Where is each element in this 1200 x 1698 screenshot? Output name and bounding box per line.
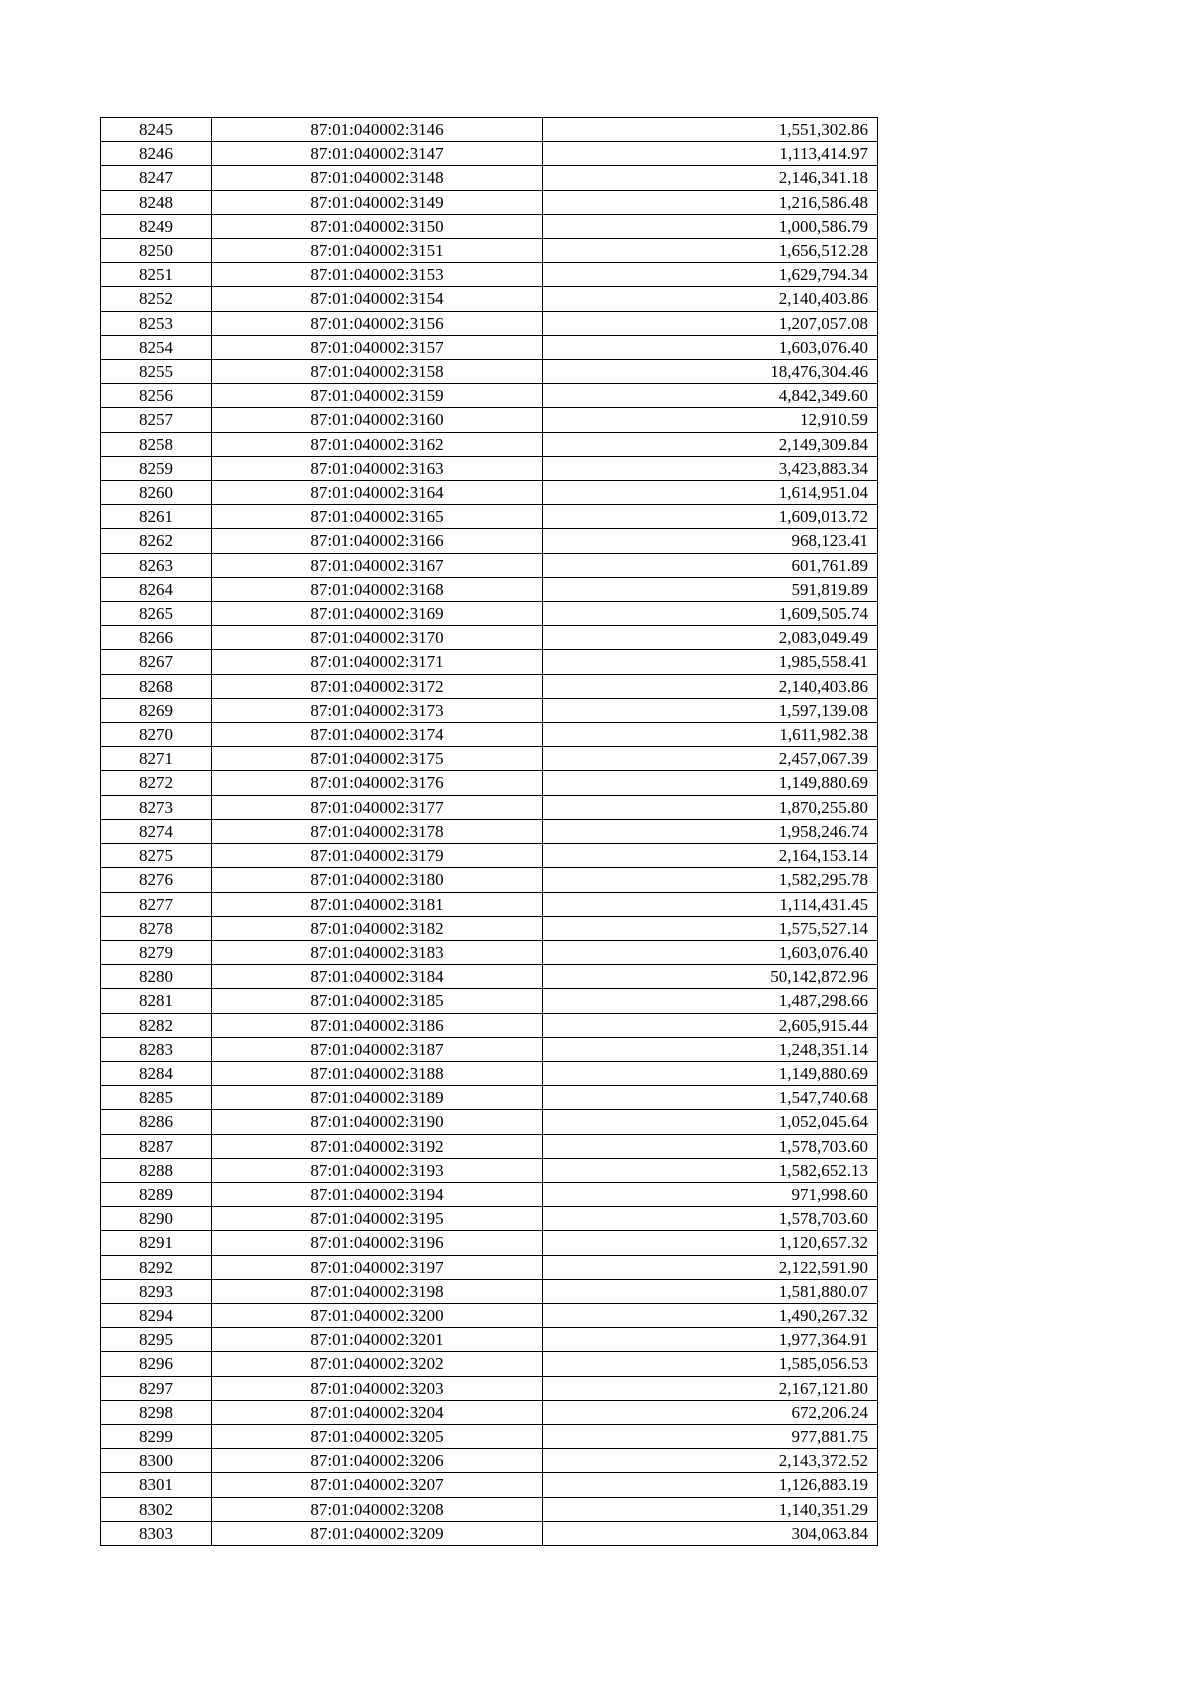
cadastral-number-cell: 87:01:040002:3154: [212, 287, 543, 311]
cadastral-value-cell: 1,609,013.72: [543, 505, 878, 529]
cadastral-number-cell: 87:01:040002:3160: [212, 408, 543, 432]
table-row: [101, 1134, 878, 1158]
table-row: [101, 1521, 878, 1545]
row-number-cell: 8302: [101, 1497, 212, 1521]
table-row: [101, 287, 878, 311]
row-number-cell: 8292: [101, 1255, 212, 1279]
row-number-cell: 8269: [101, 698, 212, 722]
row-number-cell: 8278: [101, 916, 212, 940]
table-row: [101, 1182, 878, 1206]
cadastral-number-cell: 87:01:040002:3165: [212, 505, 543, 529]
table-row: [101, 1473, 878, 1497]
cadastral-value-cell: 2,167,121.80: [543, 1376, 878, 1400]
cadastral-number-cell: 87:01:040002:3201: [212, 1328, 543, 1352]
cadastral-number-cell: 87:01:040002:3153: [212, 263, 543, 287]
cadastral-value-cell: 1,114,431.45: [543, 892, 878, 916]
cadastral-value-cell: 1,207,057.08: [543, 311, 878, 335]
table-row: [101, 432, 878, 456]
cadastral-number-cell: 87:01:040002:3186: [212, 1013, 543, 1037]
row-number-cell: 8279: [101, 940, 212, 964]
cadastral-number-cell: 87:01:040002:3195: [212, 1207, 543, 1231]
row-number-cell: 8295: [101, 1328, 212, 1352]
cadastral-number-cell: 87:01:040002:3159: [212, 384, 543, 408]
table-row: [101, 795, 878, 819]
table-row: [101, 577, 878, 601]
table-row: [101, 1061, 878, 1085]
row-number-cell: 8301: [101, 1473, 212, 1497]
cadastral-value-cell: 977,881.75: [543, 1424, 878, 1448]
row-number-cell: 8291: [101, 1231, 212, 1255]
table-row: [101, 674, 878, 698]
cadastral-value-cell: 2,164,153.14: [543, 844, 878, 868]
table-row: [101, 965, 878, 989]
table-row: [101, 940, 878, 964]
cadastral-value-cell: 2,083,049.49: [543, 626, 878, 650]
cadastral-value-cell: 2,143,372.52: [543, 1449, 878, 1473]
cadastral-number-cell: 87:01:040002:3193: [212, 1158, 543, 1182]
cadastral-value-cell: 1,603,076.40: [543, 940, 878, 964]
cadastral-value-cell: 1,490,267.32: [543, 1303, 878, 1327]
cadastral-number-cell: 87:01:040002:3207: [212, 1473, 543, 1497]
table-row: [101, 1231, 878, 1255]
cadastral-value-cell: 1,582,295.78: [543, 868, 878, 892]
table-row: [101, 311, 878, 335]
cadastral-value-cell: 1,113,414.97: [543, 142, 878, 166]
table-row: [101, 1158, 878, 1182]
cadastral-value-cell: 1,977,364.91: [543, 1328, 878, 1352]
table-row: [101, 723, 878, 747]
table-row: [101, 384, 878, 408]
row-number-cell: 8298: [101, 1400, 212, 1424]
cadastral-number-cell: 87:01:040002:3179: [212, 844, 543, 868]
cadastral-number-cell: 87:01:040002:3169: [212, 602, 543, 626]
cadastral-value-cell: 4,842,349.60: [543, 384, 878, 408]
row-number-cell: 8251: [101, 263, 212, 287]
cadastral-number-cell: 87:01:040002:3176: [212, 771, 543, 795]
cadastral-number-cell: 87:01:040002:3203: [212, 1376, 543, 1400]
row-number-cell: 8249: [101, 214, 212, 238]
table-row: [101, 626, 878, 650]
cadastral-number-cell: 87:01:040002:3164: [212, 481, 543, 505]
row-number-cell: 8247: [101, 166, 212, 190]
row-number-cell: 8293: [101, 1279, 212, 1303]
cadastral-value-cell: 591,819.89: [543, 577, 878, 601]
table-row: [101, 1303, 878, 1327]
cadastral-number-cell: 87:01:040002:3181: [212, 892, 543, 916]
cadastral-value-cell: 1,052,045.64: [543, 1110, 878, 1134]
row-number-cell: 8289: [101, 1182, 212, 1206]
cadastral-number-cell: 87:01:040002:3151: [212, 239, 543, 263]
row-number-cell: 8271: [101, 747, 212, 771]
table-row: [101, 1279, 878, 1303]
cadastral-number-cell: 87:01:040002:3148: [212, 166, 543, 190]
cadastral-value-cell: 1,603,076.40: [543, 335, 878, 359]
table-row: [101, 1424, 878, 1448]
table-row: [101, 698, 878, 722]
cadastral-number-cell: 87:01:040002:3198: [212, 1279, 543, 1303]
row-number-cell: 8287: [101, 1134, 212, 1158]
table-row: [101, 868, 878, 892]
row-number-cell: 8267: [101, 650, 212, 674]
row-number-cell: 8253: [101, 311, 212, 335]
cadastral-number-cell: 87:01:040002:3208: [212, 1497, 543, 1521]
cadastral-value-cell: 2,457,067.39: [543, 747, 878, 771]
table-row: [101, 650, 878, 674]
cadastral-value-cell: 1,985,558.41: [543, 650, 878, 674]
row-number-cell: 8283: [101, 1037, 212, 1061]
cadastral-value-cell: 1,120,657.32: [543, 1231, 878, 1255]
row-number-cell: 8281: [101, 989, 212, 1013]
cadastral-number-cell: 87:01:040002:3202: [212, 1352, 543, 1376]
cadastral-value-cell: 2,122,591.90: [543, 1255, 878, 1279]
row-number-cell: 8280: [101, 965, 212, 989]
cadastral-number-cell: 87:01:040002:3162: [212, 432, 543, 456]
cadastral-number-cell: 87:01:040002:3147: [212, 142, 543, 166]
table-row: [101, 771, 878, 795]
cadastral-number-cell: 87:01:040002:3209: [212, 1521, 543, 1545]
cadastral-number-cell: 87:01:040002:3200: [212, 1303, 543, 1327]
cadastral-value-cell: 1,585,056.53: [543, 1352, 878, 1376]
cadastral-value-cell: 1,609,505.74: [543, 602, 878, 626]
table-row: [101, 892, 878, 916]
cadastral-value-cell: 1,547,740.68: [543, 1086, 878, 1110]
row-number-cell: 8277: [101, 892, 212, 916]
cadastral-value-cell: 18,476,304.46: [543, 360, 878, 384]
row-number-cell: 8285: [101, 1086, 212, 1110]
row-number-cell: 8266: [101, 626, 212, 650]
cadastral-number-cell: 87:01:040002:3206: [212, 1449, 543, 1473]
table-row: [101, 1013, 878, 1037]
cadastral-number-cell: 87:01:040002:3192: [212, 1134, 543, 1158]
table-row: [101, 335, 878, 359]
row-number-cell: 8263: [101, 553, 212, 577]
cadastral-value-cell: 1,870,255.80: [543, 795, 878, 819]
row-number-cell: 8270: [101, 723, 212, 747]
cadastral-number-cell: 87:01:040002:3166: [212, 529, 543, 553]
table-row: [101, 1376, 878, 1400]
cadastral-value-cell: 1,611,982.38: [543, 723, 878, 747]
cadastral-value-cell: 1,149,880.69: [543, 771, 878, 795]
table-row: [101, 989, 878, 1013]
table-row: [101, 360, 878, 384]
cadastral-value-cell: 1,656,512.28: [543, 239, 878, 263]
row-number-cell: 8296: [101, 1352, 212, 1376]
row-number-cell: 8274: [101, 819, 212, 843]
cadastral-number-cell: 87:01:040002:3170: [212, 626, 543, 650]
row-number-cell: 8299: [101, 1424, 212, 1448]
cadastral-number-cell: 87:01:040002:3196: [212, 1231, 543, 1255]
cadastral-value-cell: 3,423,883.34: [543, 456, 878, 480]
cadastral-number-cell: 87:01:040002:3194: [212, 1182, 543, 1206]
row-number-cell: 8275: [101, 844, 212, 868]
cadastral-number-cell: 87:01:040002:3178: [212, 819, 543, 843]
cadastral-value-cell: 1,248,351.14: [543, 1037, 878, 1061]
table-row: [101, 529, 878, 553]
cadastral-value-cell: 1,629,794.34: [543, 263, 878, 287]
cadastral-value-cell: 2,146,341.18: [543, 166, 878, 190]
cadastral-number-cell: 87:01:040002:3173: [212, 698, 543, 722]
cadastral-value-cell: 304,063.84: [543, 1521, 878, 1545]
cadastral-number-cell: 87:01:040002:3175: [212, 747, 543, 771]
row-number-cell: 8300: [101, 1449, 212, 1473]
table-row: [101, 819, 878, 843]
row-number-cell: 8297: [101, 1376, 212, 1400]
cadastral-number-cell: 87:01:040002:3190: [212, 1110, 543, 1134]
cadastral-number-cell: 87:01:040002:3189: [212, 1086, 543, 1110]
cadastral-number-cell: 87:01:040002:3146: [212, 118, 543, 142]
table-row: [101, 118, 878, 142]
row-number-cell: 8262: [101, 529, 212, 553]
cadastral-value-cell: 1,582,652.13: [543, 1158, 878, 1182]
cadastral-value-cell: 2,140,403.86: [543, 287, 878, 311]
table-body: [101, 118, 878, 1546]
table-row: [101, 602, 878, 626]
row-number-cell: 8246: [101, 142, 212, 166]
cadastral-value-cell: 1,581,880.07: [543, 1279, 878, 1303]
table-row: [101, 166, 878, 190]
row-number-cell: 8261: [101, 505, 212, 529]
cadastral-value-cell: 1,614,951.04: [543, 481, 878, 505]
cadastral-number-cell: 87:01:040002:3205: [212, 1424, 543, 1448]
table-row: [101, 408, 878, 432]
cadastral-value-cell: 971,998.60: [543, 1182, 878, 1206]
table-row: [101, 1037, 878, 1061]
cadastral-number-cell: 87:01:040002:3174: [212, 723, 543, 747]
row-number-cell: 8290: [101, 1207, 212, 1231]
table-row: [101, 481, 878, 505]
table-row: [101, 505, 878, 529]
cadastral-value-cell: 1,575,527.14: [543, 916, 878, 940]
row-number-cell: 8250: [101, 239, 212, 263]
cadastral-value-cell: 968,123.41: [543, 529, 878, 553]
table-row: [101, 1110, 878, 1134]
cadastral-number-cell: 87:01:040002:3188: [212, 1061, 543, 1085]
table-row: [101, 1207, 878, 1231]
cadastral-value-cell: 1,000,586.79: [543, 214, 878, 238]
cadastral-number-cell: 87:01:040002:3158: [212, 360, 543, 384]
cadastral-number-cell: 87:01:040002:3177: [212, 795, 543, 819]
row-number-cell: 8268: [101, 674, 212, 698]
row-number-cell: 8258: [101, 432, 212, 456]
row-number-cell: 8282: [101, 1013, 212, 1037]
table-row: [101, 239, 878, 263]
cadastral-value-cell: 1,126,883.19: [543, 1473, 878, 1497]
cadastral-value-cell: 1,597,139.08: [543, 698, 878, 722]
table-row: [101, 1086, 878, 1110]
cadastral-value-cell: 50,142,872.96: [543, 965, 878, 989]
row-number-cell: 8257: [101, 408, 212, 432]
cadastral-number-cell: 87:01:040002:3183: [212, 940, 543, 964]
cadastral-value-cell: 1,140,351.29: [543, 1497, 878, 1521]
table-row: [101, 844, 878, 868]
cadastral-number-cell: 87:01:040002:3172: [212, 674, 543, 698]
table-row: [101, 1400, 878, 1424]
row-number-cell: 8256: [101, 384, 212, 408]
row-number-cell: 8288: [101, 1158, 212, 1182]
table-row: [101, 747, 878, 771]
table-row: [101, 263, 878, 287]
row-number-cell: 8265: [101, 602, 212, 626]
table-row: [101, 1352, 878, 1376]
row-number-cell: 8259: [101, 456, 212, 480]
row-number-cell: 8276: [101, 868, 212, 892]
cadastral-number-cell: 87:01:040002:3204: [212, 1400, 543, 1424]
cadastral-number-cell: 87:01:040002:3149: [212, 190, 543, 214]
cadastral-value-cell: 2,149,309.84: [543, 432, 878, 456]
row-number-cell: 8252: [101, 287, 212, 311]
cadastral-number-cell: 87:01:040002:3182: [212, 916, 543, 940]
cadastral-number-cell: 87:01:040002:3197: [212, 1255, 543, 1279]
cadastral-value-cell: 1,149,880.69: [543, 1061, 878, 1085]
row-number-cell: 8294: [101, 1303, 212, 1327]
row-number-cell: 8272: [101, 771, 212, 795]
row-number-cell: 8264: [101, 577, 212, 601]
table-row: [101, 1255, 878, 1279]
cadastral-value-cell: 2,605,915.44: [543, 1013, 878, 1037]
cadastral-value-cell: 1,578,703.60: [543, 1134, 878, 1158]
table-row: [101, 1497, 878, 1521]
cadastral-number-cell: 87:01:040002:3163: [212, 456, 543, 480]
row-number-cell: 8303: [101, 1521, 212, 1545]
cadastral-number-cell: 87:01:040002:3157: [212, 335, 543, 359]
table-row: [101, 553, 878, 577]
cadastral-number-cell: 87:01:040002:3167: [212, 553, 543, 577]
cadastral-number-cell: 87:01:040002:3156: [212, 311, 543, 335]
cadastral-number-cell: 87:01:040002:3180: [212, 868, 543, 892]
row-number-cell: 8273: [101, 795, 212, 819]
cadastral-value-cell: 1,551,302.86: [543, 118, 878, 142]
cadastral-value-cell: 1,216,586.48: [543, 190, 878, 214]
row-number-cell: 8260: [101, 481, 212, 505]
row-number-cell: 8248: [101, 190, 212, 214]
row-number-cell: 8286: [101, 1110, 212, 1134]
cadastral-value-table: [100, 117, 878, 1546]
table-row: [101, 1449, 878, 1473]
cadastral-number-cell: 87:01:040002:3150: [212, 214, 543, 238]
cadastral-value-cell: 1,487,298.66: [543, 989, 878, 1013]
cadastral-number-cell: 87:01:040002:3168: [212, 577, 543, 601]
table-row: [101, 456, 878, 480]
table-row: [101, 916, 878, 940]
table-row: [101, 190, 878, 214]
table-row: [101, 1328, 878, 1352]
cadastral-value-cell: 601,761.89: [543, 553, 878, 577]
cadastral-value-cell: 1,958,246.74: [543, 819, 878, 843]
cadastral-value-cell: 12,910.59: [543, 408, 878, 432]
cadastral-number-cell: 87:01:040002:3185: [212, 989, 543, 1013]
cadastral-number-cell: 87:01:040002:3184: [212, 965, 543, 989]
cadastral-number-cell: 87:01:040002:3187: [212, 1037, 543, 1061]
cadastral-value-cell: 672,206.24: [543, 1400, 878, 1424]
table-row: [101, 214, 878, 238]
row-number-cell: 8245: [101, 118, 212, 142]
row-number-cell: 8284: [101, 1061, 212, 1085]
table-row: [101, 142, 878, 166]
cadastral-value-cell: 2,140,403.86: [543, 674, 878, 698]
row-number-cell: 8255: [101, 360, 212, 384]
cadastral-number-cell: 87:01:040002:3171: [212, 650, 543, 674]
row-number-cell: 8254: [101, 335, 212, 359]
cadastral-value-cell: 1,578,703.60: [543, 1207, 878, 1231]
